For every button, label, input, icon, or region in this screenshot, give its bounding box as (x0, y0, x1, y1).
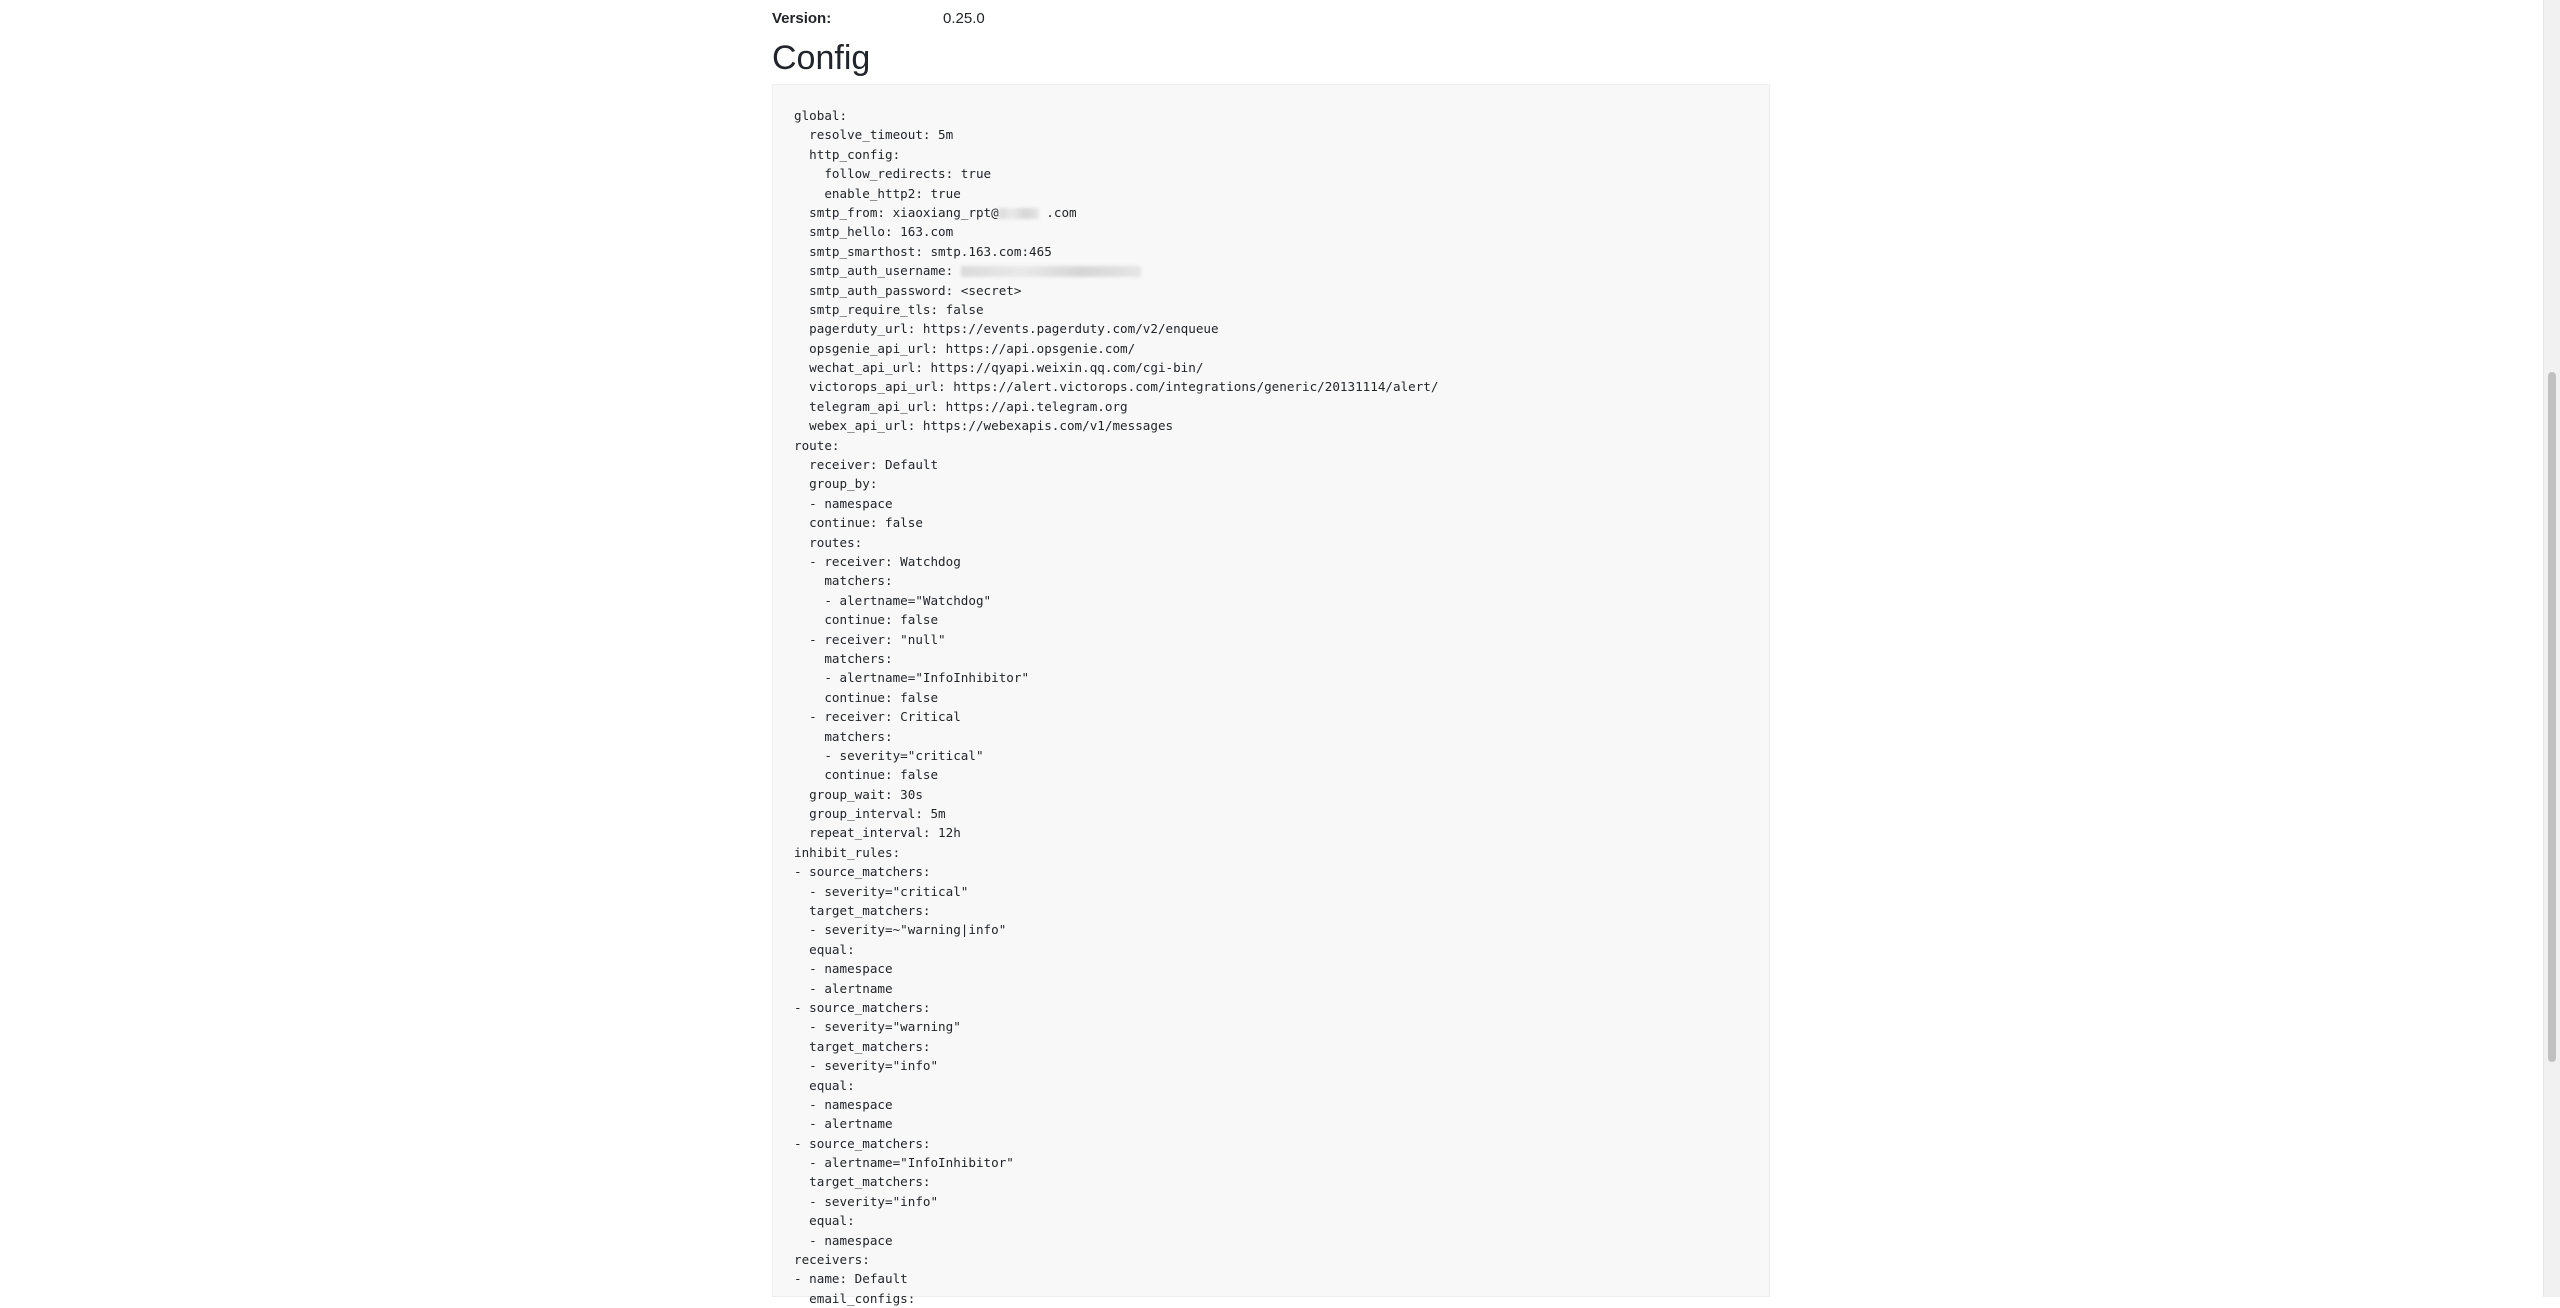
config-line: continue: false (794, 515, 923, 531)
version-label: Version: (772, 10, 832, 27)
config-line: target_matchers: (794, 1174, 931, 1190)
config-line: continue: false (794, 767, 939, 783)
config-line: enable_http2: true (794, 185, 961, 201)
config-line: smtp_require_tls: false (794, 301, 984, 317)
config-line: telegram_api_url: https://api.telegram.org (794, 398, 1128, 414)
config-line: receiver: Default (794, 457, 939, 473)
config-line: smtp_auth_password: <secret> (794, 282, 1022, 298)
config-line: - severity=~"warning|info" (794, 922, 1007, 938)
config-line: - source_matchers: (794, 999, 931, 1015)
config-line: repeat_interval: 12h (794, 825, 961, 841)
config-line: - receiver: Watchdog (794, 553, 961, 569)
config-line: group_by: (794, 476, 878, 492)
config-line: - alertname="InfoInhibitor" (794, 1155, 1014, 1171)
config-line: resolve_timeout: 5m (794, 127, 954, 143)
config-line: follow_redirects: true (794, 166, 992, 182)
config-line: - alertname="Watchdog" (794, 592, 992, 608)
config-line: - alertname (794, 980, 893, 996)
config-line: - namespace (794, 495, 893, 511)
config-line: http_config: (794, 146, 901, 162)
config-line: - source_matchers: (794, 864, 931, 880)
config-line: routes: (794, 534, 863, 550)
config-line: - severity="info" (794, 1193, 939, 1209)
config-line: global: (794, 108, 848, 123)
config-line: pagerduty_url: https://events.pagerduty.com/v2/enqueue (794, 321, 1219, 337)
config-line: group_wait: 30s (794, 786, 923, 802)
config-line: continue: false (794, 689, 939, 705)
config-line: inhibit_rules: (794, 844, 901, 860)
config-line: equal: (794, 1077, 855, 1093)
config-line: smtp_smarthost: smtp.163.com:465 (794, 243, 1052, 259)
config-line: route: (794, 437, 840, 453)
config-line: - name: Default (794, 1271, 908, 1287)
version-value: 0.25.0 (943, 10, 985, 27)
config-line: opsgenie_api_url: https://api.opsgenie.com/ (794, 340, 1136, 356)
config-line: - receiver: "null" (794, 631, 946, 647)
config-line: - severity="critical" (794, 883, 969, 899)
config-line: email_configs: (794, 1290, 916, 1306)
config-line: matchers: (794, 728, 893, 744)
config-line: matchers: (794, 573, 893, 589)
config-line: target_matchers: (794, 903, 931, 919)
config-line: - alertname="InfoInhibitor" (794, 670, 1030, 686)
config-line: receivers: (794, 1252, 870, 1268)
config-line: continue: false (794, 612, 939, 628)
config-code-block[interactable] (772, 84, 1770, 1306)
config-line: webex_api_url: https://webexapis.com/v1/messages (794, 418, 1174, 434)
config-line: smtp_hello: 163.com (794, 224, 954, 240)
config-line: equal: (794, 941, 855, 957)
config-line: - source_matchers: (794, 1135, 931, 1151)
config-yaml (773, 85, 1769, 1308)
config-line: matchers: (794, 650, 893, 666)
scrollbar-thumb[interactable] (2548, 372, 2556, 1062)
config-line: equal: (794, 1213, 855, 1229)
config-line: smtp_auth_username: (794, 261, 1748, 280)
config-line: - severity="info" (794, 1058, 939, 1074)
config-line: - severity="warning" (794, 1019, 961, 1035)
config-line: target_matchers: (794, 1038, 931, 1054)
config-line: smtp_from: xiaoxiang_rpt@ .com (794, 204, 1077, 220)
config-line: group_interval: 5m (794, 806, 946, 822)
config-line: - namespace (794, 961, 893, 977)
config-heading: Config (772, 39, 871, 77)
config-line: victorops_api_url: https://alert.victorops.com/integrations/generic/20131114/alert/ (794, 379, 1439, 395)
config-line: - alertname (794, 1116, 893, 1132)
config-line: - severity="critical" (794, 747, 984, 763)
config-line: wechat_api_url: https://qyapi.weixin.qq.com/cgi-bin/ (794, 360, 1204, 376)
page-scrollbar[interactable] (2543, 0, 2560, 1297)
config-line: - namespace (794, 1232, 893, 1248)
config-line: - namespace (794, 1096, 893, 1112)
config-line: - receiver: Critical (794, 709, 961, 725)
